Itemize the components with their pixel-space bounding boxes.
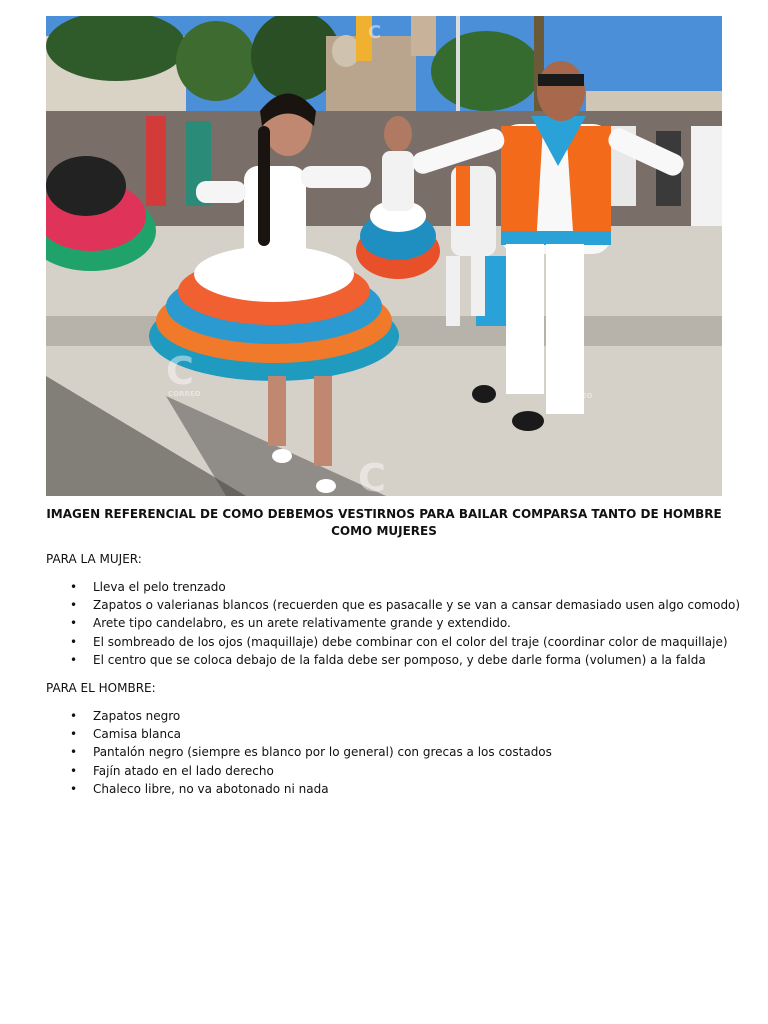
list-item: [46, 780, 552, 798]
list-item-text: Zapatos negro: [93, 709, 181, 723]
list-item: [46, 633, 740, 651]
watermark-logo: C: [166, 349, 194, 393]
list-item: [46, 707, 552, 725]
list-item: [46, 596, 740, 614]
bullet-icon: •: [70, 616, 78, 631]
list-item: [46, 762, 552, 780]
watermark-logo: C: [358, 456, 386, 496]
women-section-heading: PARA LA MUJER:: [46, 552, 142, 566]
watermark-text: CORREO: [168, 390, 201, 398]
list-item: [46, 743, 552, 761]
bullet-icon: •: [70, 580, 78, 594]
list-item-text: Fajín atado en el lado derecho: [93, 763, 274, 778]
list-item: [46, 578, 740, 596]
bullet-icon: •: [70, 763, 78, 778]
list-item: [46, 614, 740, 632]
bullet-icon: •: [70, 634, 78, 649]
watermark-logo: C: [368, 22, 382, 43]
dancers-photo: [46, 16, 722, 496]
bullet-icon: •: [70, 709, 78, 723]
bullet-icon: •: [70, 781, 78, 796]
bullet-icon: •: [70, 598, 78, 613]
bullet-icon: •: [70, 727, 78, 742]
list-item-text: Lleva el pelo trenzado: [93, 580, 226, 594]
bullet-icon: •: [70, 652, 78, 667]
watermark-logo: C: [558, 351, 586, 395]
women-requirements-list: [46, 578, 740, 669]
watermark-text: CORREO: [560, 392, 593, 400]
list-item-text: Camisa blanca: [93, 727, 182, 742]
list-item: [46, 651, 740, 669]
list-item-text: Pantalón negro (siempre es blanco por lo general) con grecas a los costados: [93, 745, 552, 760]
men-requirements-list: [46, 707, 552, 798]
list-item-text: El sombreado de los ojos (maquillaje) debe combinar con el color del traje (coordinar color de maquillaje): [93, 634, 728, 649]
photo-caption: IMAGEN REFERENCIAL DE COMO DEBEMOS VESTIRNOS PARA BAILAR COMPARSA TANTO DE HOMBRE COMO MUJERES: [46, 507, 722, 538]
list-item: [46, 725, 552, 743]
list-item-text: El centro que se coloca debajo de la falda debe ser pomposo, y debe darle forma (volumen) a la falda: [93, 652, 706, 667]
list-item-text: Chaleco libre, no va abotonado ni nada: [93, 781, 329, 796]
list-item-text: Zapatos o valerianas blancos (recuerden que es pasacalle y se van a cansar demasiado usen algo comodo): [93, 598, 741, 613]
bullet-icon: •: [70, 745, 78, 760]
list-item-text: Arete tipo candelabro, es un arete relativamente grande y extendido.: [93, 616, 511, 631]
men-section-heading: PARA EL HOMBRE:: [46, 681, 156, 695]
